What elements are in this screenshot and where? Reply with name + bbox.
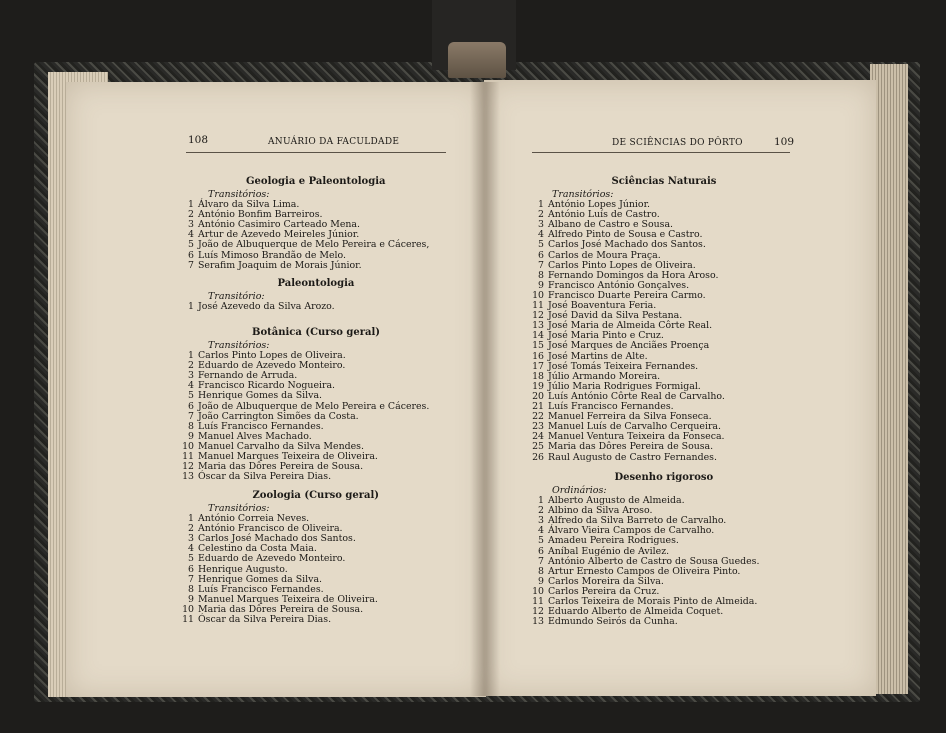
list-item	[176, 472, 331, 482]
list-item-name: Carlos José Machado dos Santos.	[198, 533, 356, 545]
list-item-name: Eduardo de Azevedo Monteiro.	[198, 553, 346, 565]
list-item-name: Edmundo Seirós da Cunha.	[548, 616, 678, 628]
list-item-number: 3	[538, 219, 544, 231]
list-item-number: 11	[182, 614, 194, 625]
list-item-number: 1	[188, 350, 194, 361]
right-page	[484, 80, 876, 696]
book-gutter	[470, 82, 500, 696]
list-item-name: Manuel Marques Teixeira de Oliveira.	[198, 593, 378, 605]
list-item-number: 11	[182, 451, 194, 462]
list-item-number: 10	[182, 440, 194, 452]
list-item-number: 12	[532, 310, 544, 322]
list-item-number: 3	[188, 533, 194, 545]
list-item-number: 6	[188, 400, 194, 412]
list-item-name: Manuel Luís de Carvalho Cerqueira.	[548, 421, 722, 433]
list-item-number: 7	[188, 259, 194, 271]
list-item-number: 7	[188, 410, 194, 422]
list-item-number: 3	[188, 370, 194, 382]
list-item-number: 5	[188, 553, 194, 565]
list-item-number: 16	[532, 350, 544, 362]
section-title: Geologia e Paleontologia	[246, 176, 386, 187]
list-item-number: 18	[532, 370, 544, 382]
list-item-name: José Marques de Anciães Proença	[548, 340, 710, 352]
list-item-name: Amadeu Pereira Rodrigues.	[548, 535, 679, 547]
list-item-name: Francisco Ricardo Nogueira.	[198, 380, 336, 392]
right-page-number: 109	[774, 136, 795, 148]
list-item-number: 8	[188, 583, 194, 595]
list-item-number: 4	[188, 543, 194, 555]
list-item-name: António Correia Neves.	[198, 513, 310, 524]
list-item-name: Óscar da Silva Pereira Dias.	[198, 471, 332, 483]
list-item-name: Óscar da Silva Pereira Dias.	[198, 614, 332, 625]
list-item-name: Manuel Ventura Teixeira da Fonseca.	[548, 431, 725, 443]
list-item-number: 1	[188, 199, 194, 210]
list-item-name: Carlos Pinto Lopes de Oliveira.	[198, 350, 346, 361]
section-sublabel: Transitórios:	[552, 189, 614, 200]
list-item-name: Carlos de Moura Praça.	[548, 249, 661, 261]
list-item-number: 14	[532, 330, 544, 342]
list-item-name: Manuel Marques Teixeira de Oliveira.	[198, 451, 378, 462]
left-header-rule	[186, 152, 446, 153]
list-item-name: António Luís de Castro.	[548, 209, 660, 221]
right-running-head: DE SCIÊNCIAS DO PÔRTO	[612, 138, 743, 148]
list-item-name: Maria das Dôres Pereira de Sousa.	[198, 603, 364, 615]
section-title: Paleontologia	[277, 278, 355, 289]
list-item-number: 11	[532, 596, 544, 607]
list-item-number: 2	[538, 505, 544, 517]
list-item-name: Júlio Maria Rodrigues Formigal.	[548, 380, 701, 392]
list-item-number: 4	[188, 229, 194, 241]
list-item-number: 6	[538, 545, 544, 557]
section-sublabel: Ordinários:	[552, 485, 607, 496]
list-item-number: 15	[532, 340, 544, 352]
list-item	[530, 617, 678, 627]
list-item-name: Alfredo Pinto de Sousa e Castro.	[548, 229, 703, 241]
list-item-name: Serafim Joaquim de Morais Júnior.	[198, 259, 362, 271]
list-item-name: Albino da Silva Aroso.	[548, 505, 653, 517]
list-item-number: 7	[538, 555, 544, 567]
list-item-name: Carlos Teixeira de Morais Pinto de Almeida.	[548, 596, 758, 607]
list-item-name: Henrique Gomes da Silva.	[198, 573, 323, 585]
list-item-number: 9	[188, 430, 194, 442]
list-item-number: 12	[182, 461, 194, 473]
list-item-number: 26	[532, 451, 544, 463]
list-item-name: Eduardo de Azevedo Monteiro.	[198, 360, 346, 372]
list-item-number: 10	[532, 585, 544, 597]
list-item-number: 7	[188, 573, 194, 585]
list-item-number: 4	[188, 380, 194, 392]
list-item-name: Henrique Augusto.	[198, 563, 288, 575]
list-item-number: 17	[532, 360, 544, 372]
list-item-name: Luís Francisco Fernandes.	[548, 401, 674, 412]
left-running-head: ANUÁRIO DA FACULDADE	[268, 137, 400, 147]
list-item-name: Manuel Alves Machado.	[198, 430, 312, 442]
list-item-number: 24	[532, 431, 544, 443]
list-item-name: Júlio Armando Moreira.	[548, 370, 661, 382]
list-item-number: 8	[538, 565, 544, 577]
list-item-number: 5	[538, 239, 544, 251]
list-item-name: Artur de Azevedo Meireles Júnior.	[198, 229, 360, 241]
list-item-number: 6	[188, 249, 194, 261]
list-item-name: Fernando de Arruda.	[198, 370, 298, 382]
list-item-number: 19	[532, 380, 544, 392]
section-title: Botânica (Curso geral)	[252, 327, 380, 338]
list-item-number: 22	[532, 411, 544, 423]
list-item-number: 8	[188, 420, 194, 432]
list-item-number: 8	[538, 269, 544, 281]
list-item-name: Carlos Moreira da Silva.	[548, 575, 664, 587]
list-item-number: 12	[532, 606, 544, 618]
list-item-name: José David da Silva Pestana.	[548, 310, 683, 322]
list-item-name: Francisco António Gonçalves.	[548, 279, 690, 291]
list-item-number: 9	[188, 593, 194, 605]
list-item-number: 21	[532, 401, 544, 412]
list-item-name: Manuel Carvalho da Silva Mendes.	[198, 440, 364, 452]
list-item-number: 2	[188, 360, 194, 372]
list-item-name: Fernando Domingos da Hora Aroso.	[548, 269, 719, 281]
list-item-name: Aníbal Eugénio de Avilez.	[548, 545, 670, 557]
list-item-number: 1	[188, 301, 194, 312]
list-item-name: António Alberto de Castro de Sousa Guedes.	[548, 555, 760, 567]
list-item-name: José Maria de Almeida Côrte Real.	[548, 320, 713, 332]
section-title: Sciências Naturais	[611, 176, 717, 187]
list-item-number: 1	[538, 199, 544, 210]
list-item-name: José Azevedo da Silva Arozo.	[198, 301, 335, 312]
list-item-number: 25	[532, 441, 544, 453]
list-item-name: Álvaro da Silva Lima.	[198, 199, 300, 210]
list-item-number: 5	[538, 535, 544, 547]
left-page-number: 108	[188, 134, 209, 146]
list-item	[176, 261, 362, 271]
list-item	[530, 453, 717, 463]
list-item-name: Carlos Pinto Lopes de Oliveira.	[548, 259, 696, 271]
right-header-rule	[532, 152, 790, 153]
list-item-number: 5	[188, 239, 194, 251]
list-item-name: Luís António Côrte Real de Carvalho.	[548, 390, 725, 402]
list-item-number: 20	[532, 390, 544, 402]
list-item-name: José Maria Pinto e Cruz.	[548, 330, 664, 342]
list-item-name: José Boaventura Feria.	[548, 300, 657, 311]
list-item-name: Manuel Ferreira da Silva Fonseca.	[548, 411, 712, 423]
list-item-number: 3	[188, 219, 194, 231]
list-item-number: 9	[538, 575, 544, 587]
list-item-name: Francisco Duarte Pereira Carmo.	[548, 289, 706, 301]
list-item-number: 11	[532, 300, 544, 311]
list-item	[176, 302, 335, 312]
section-sublabel: Transitórios:	[208, 503, 270, 514]
list-item-name: Celestino da Costa Maia.	[198, 543, 317, 555]
section-title: Desenho rigoroso	[614, 472, 714, 483]
list-item-name: João Carrington Simões da Costa.	[198, 410, 359, 422]
list-item-number: 6	[538, 249, 544, 261]
list-item-name: António Casimiro Carteado Mena.	[198, 219, 360, 231]
list-item-number: 2	[188, 209, 194, 221]
list-item-number: 23	[532, 421, 544, 433]
list-item-number: 3	[538, 515, 544, 527]
list-item-number: 6	[188, 563, 194, 575]
list-item-name: Alfredo da Silva Barreto de Carvalho.	[548, 515, 727, 527]
ribbon-bookmark	[448, 42, 506, 78]
left-page	[66, 82, 486, 697]
list-item-number: 4	[538, 525, 544, 537]
list-item-number: 10	[182, 603, 194, 615]
list-item-name: Albano de Castro e Sousa.	[548, 219, 674, 231]
list-item-name: João de Albuquerque de Melo Pereira e Cáceres.	[198, 400, 430, 412]
list-item	[176, 615, 331, 625]
list-item-number: 2	[538, 209, 544, 221]
list-item-name: António Bonfim Barreiros.	[198, 209, 323, 221]
list-item-name: Raul Augusto de Castro Fernandes.	[548, 451, 717, 463]
section-title: Zoologia (Curso geral)	[252, 490, 380, 501]
section-sublabel: Transitório:	[208, 291, 265, 302]
list-item-name: Carlos José Machado dos Santos.	[548, 239, 706, 251]
list-item-name: Luís Francisco Fernandes.	[198, 583, 324, 595]
list-item-number: 2	[188, 523, 194, 535]
list-item-number: 13	[182, 471, 194, 483]
list-item-number: 7	[538, 259, 544, 271]
list-item-name: Luís Mimoso Brandão de Melo.	[198, 249, 346, 261]
list-item-number: 1	[538, 495, 544, 506]
list-item-name: Maria das Dôres Pereira de Sousa.	[198, 461, 364, 473]
list-item-name: Maria das Dôres Pereira de Sousa.	[548, 441, 714, 453]
list-item-number: 4	[538, 229, 544, 241]
list-item-name: Eduardo Alberto de Almeida Coquet.	[548, 606, 724, 618]
list-item-name: Henrique Gomes da Silva.	[198, 390, 323, 402]
list-item-number: 13	[532, 616, 544, 628]
list-item-number: 9	[538, 279, 544, 291]
list-item-name: Luís Francisco Fernandes.	[198, 420, 324, 432]
list-item-name: João de Albuquerque de Melo Pereira e Cáceres,	[198, 239, 430, 251]
list-item-name: António Lopes Júnior.	[548, 199, 650, 210]
list-item-number: 10	[532, 289, 544, 301]
list-item-name: António Francisco de Oliveira.	[198, 523, 343, 535]
list-item-number: 1	[188, 513, 194, 524]
section-sublabel: Transitórios:	[208, 340, 270, 351]
list-item-name: Álvaro Vieira Campos de Carvalho.	[548, 525, 715, 537]
list-item-name: Alberto Augusto de Almeida.	[548, 495, 685, 506]
list-item-name: Artur Ernesto Campos de Oliveira Pinto.	[548, 565, 741, 577]
section-sublabel: Transitórios:	[208, 189, 270, 200]
list-item-number: 13	[532, 320, 544, 332]
list-item-number: 5	[188, 390, 194, 402]
list-item-name: José Tomás Teixeira Fernandes.	[548, 360, 699, 372]
list-item-name: José Martins de Alte.	[548, 350, 648, 362]
list-item-name: Carlos Pereira da Cruz.	[548, 585, 660, 597]
